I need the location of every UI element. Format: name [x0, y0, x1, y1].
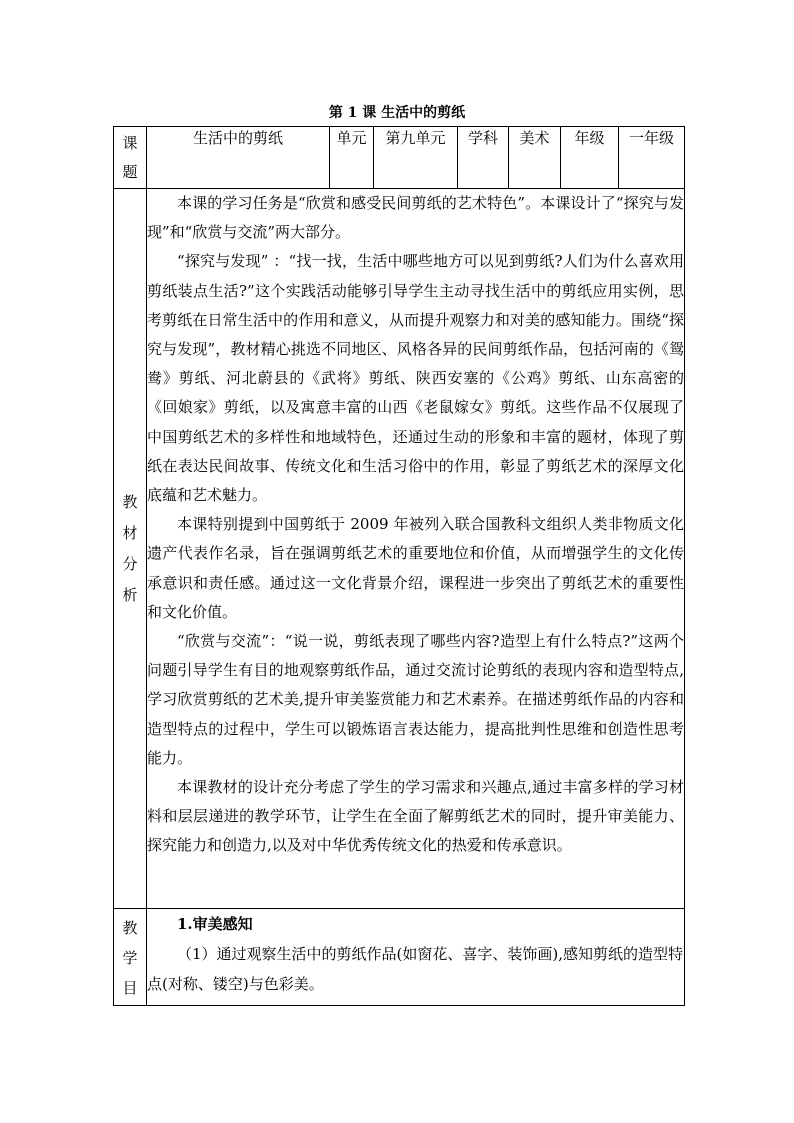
lesson-title: 第 1 课 生活中的剪纸	[328, 105, 466, 121]
objectives-content	[147, 909, 685, 1006]
analysis-label-char: 析	[122, 585, 138, 604]
objectives-heading: 1.审美感知	[177, 915, 253, 933]
analysis-paragraph: “探究与发现” ：“找一找，生活中哪些地方可以见到剪纸?人们为什么喜欢用剪纸装点生活?”这个实践活动能够引导学生主动寻找生活中的剪纸应用实例，思考剪纸在日常生活中的作用和意义，从而提升观察力和对美的感知能力。围绕“探究与发现”，教材精心挑选不同地区、风格各异的民间剪纸作品，包括河南的《鸳鸯》剪纸、河北蔚县的《武将》剪纸、陕西安塞的《公鸡》剪纸、山东高密的《回娘家》剪纸，以及寓意丰富的山西《老鼠嫁女》剪纸。这些作品不仅展现了中国剪纸艺术的多样性和地域特色，还通过生动的形象和丰富的题材，体现了剪纸在表达民间故事、传统文化和生活习俗中的作用，彰显了剪纸艺术的深厚文化底蕴和艺术魅力。	[147, 252, 684, 505]
objectives-label-char: 教	[122, 919, 138, 937]
analysis-paragraph: “欣赏与交流”：“说一说，剪纸表现了哪些内容?造型上有什么特点?”这两个问题引导学生有目的地观察剪纸作品，通过交流讨论剪纸的表现内容和造型特点,学习欣赏剪纸的艺术美,提升审美鉴赏能力和艺术素养。在描述剪纸作品的内容和造型特点的过程中，学生可以锻炼语言表达能力，提高批判性思维和创造性思考能力。	[147, 632, 684, 767]
topic-value: 生活中的剪纸	[147, 127, 330, 189]
analysis-paragraph: 本课的学习任务是“欣赏和感受民间剪纸的艺术特色”。本课设计了“探究与发现”和“欣赏与交流”两大部分。	[147, 194, 684, 242]
analysis-row	[114, 189, 685, 909]
header-row	[114, 127, 685, 189]
topic-label-char: 题	[122, 163, 138, 181]
grade-label: 年级	[561, 127, 619, 189]
topic-label-cell	[114, 127, 147, 189]
grade-value: 一年级	[619, 127, 685, 189]
unit-label: 单元	[330, 127, 374, 189]
analysis-label-char: 材	[122, 523, 138, 542]
objectives-row	[114, 909, 685, 1006]
objectives-label-char: 学	[122, 949, 138, 967]
subject-value: 美术	[509, 127, 561, 189]
objectives-label-char: 目	[122, 979, 138, 997]
topic-label-char: 课	[122, 134, 138, 152]
subject-label: 学科	[458, 127, 509, 189]
analysis-paragraph: 本课特别提到中国剪纸于 2009 年被列入联合国教科文组织人类非物质文化遗产代表作名录，旨在强调剪纸艺术的重要地位和价值，从而增强学生的文化传承意识和责任感。通过这一文化背景介绍，课程进一步突出了剪纸艺术的重要性和文化价值。	[147, 515, 684, 621]
analysis-label-char: 教	[122, 492, 138, 511]
analysis-label-char: 分	[122, 554, 138, 573]
analysis-content	[147, 189, 685, 909]
analysis-label-cell	[114, 189, 147, 909]
unit-value: 第九单元	[374, 127, 458, 189]
lesson-plan-table	[113, 126, 685, 1006]
objectives-item: （1）通过观察生活中的剪纸作品(如窗花、喜字、装饰画),感知剪纸的造型特点(对称、镂空)与色彩美。	[147, 945, 684, 993]
analysis-paragraph: 本课教材的设计充分考虑了学生的学习需求和兴趣点,通过丰富多样的学习材料和层层递进的教学环节，让学生在全面了解剪纸艺术的同时，提升审美能力、探究能力和创造力,以及对中华优秀传统文化的热爱和传承意识。	[147, 778, 684, 855]
objectives-label-cell	[114, 909, 147, 1006]
